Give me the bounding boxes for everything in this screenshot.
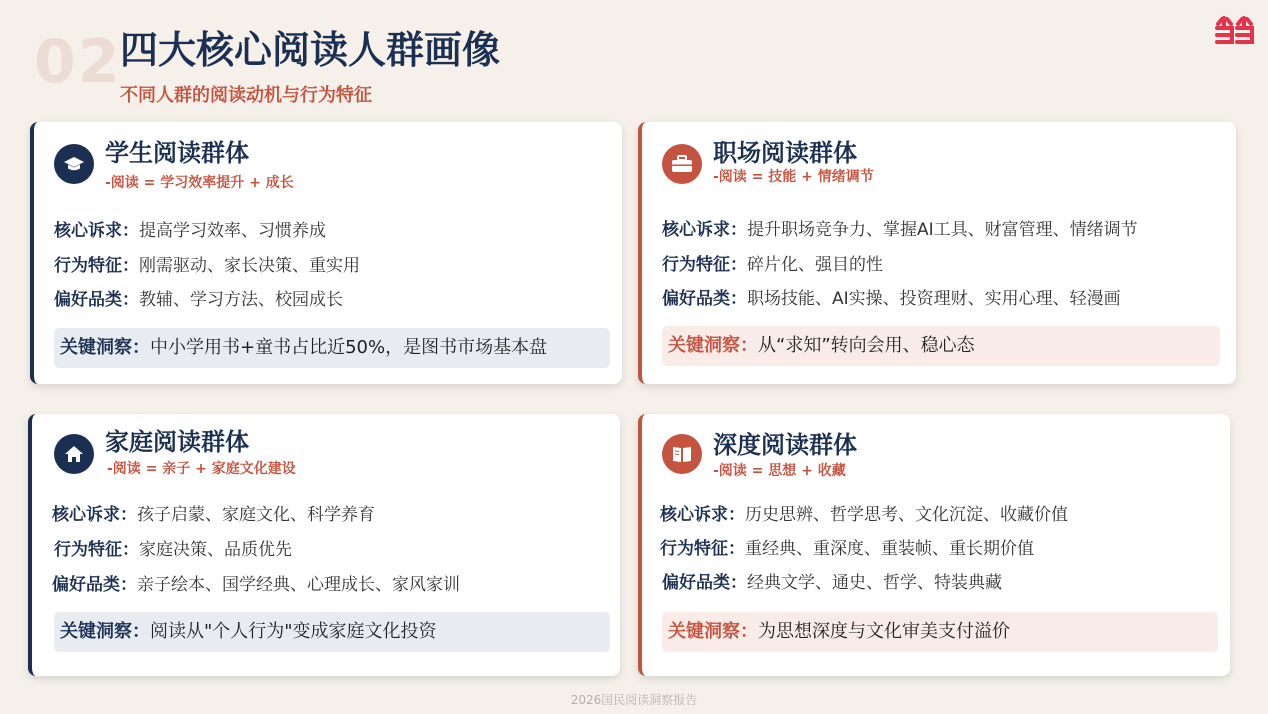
row-value: 刚需驱动、家长决策、重实用 bbox=[139, 256, 360, 276]
card-student-readers bbox=[30, 122, 622, 384]
card-workplace-readers bbox=[638, 122, 1236, 384]
insight-label: 关键洞察 bbox=[60, 337, 132, 358]
row-label: 行为特征 bbox=[662, 255, 730, 275]
page-title: 四大核心阅读人群画像 bbox=[120, 28, 501, 72]
row-label: 行为特征 bbox=[54, 256, 122, 276]
core-demand-row: 核心诉求：孩子启蒙、家庭文化、科学养育 bbox=[52, 505, 375, 525]
insight-label: 关键洞察 bbox=[668, 335, 740, 356]
row-value: 提升职场竞争力、掌握AI工具、财富管理、情绪调节 bbox=[747, 220, 1138, 240]
row-value: 家庭决策、品质优先 bbox=[139, 540, 292, 560]
core-demand-row: 核心诉求：提高学习效率、习惯养成 bbox=[54, 221, 326, 241]
home-icon bbox=[54, 434, 94, 474]
row-value: 提高学习效率、习惯养成 bbox=[139, 221, 326, 241]
insight-value: 从“求知”转向会用、稳心态 bbox=[758, 335, 975, 356]
behavior-row: 行为特征：刚需驱动、家长决策、重实用 bbox=[54, 256, 360, 276]
row-value: 职场技能、AI实操、投资理财、实用心理、轻漫画 bbox=[747, 289, 1121, 309]
insight-value: 中小学用书+童书占比近50%，是图书市场基本盘 bbox=[150, 337, 548, 358]
core-demand-row: 核心诉求：提升职场竞争力、掌握AI工具、财富管理、情绪调节 bbox=[662, 220, 1138, 240]
row-value: 重经典、重深度、重装帧、重长期价值 bbox=[745, 539, 1034, 559]
preference-row: 偏好品类：职场技能、AI实操、投资理财、实用心理、轻漫画 bbox=[662, 289, 1121, 309]
preference-row: 偏好品类：亲子绘本、国学经典、心理成长、家风家训 bbox=[52, 575, 460, 595]
briefcase-icon bbox=[662, 144, 702, 184]
preference-row: 偏好品类：经典文学、通史、哲学、特装典藏 bbox=[662, 573, 1002, 593]
card-title: 深度阅读群体 bbox=[713, 431, 857, 459]
behavior-row: 行为特征：碎片化、强目的性 bbox=[662, 255, 883, 275]
row-label: 偏好品类 bbox=[662, 289, 730, 309]
row-label: 核心诉求 bbox=[54, 221, 122, 241]
row-value: 碎片化、强目的性 bbox=[747, 255, 883, 275]
row-value: 教辅、学习方法、校园成长 bbox=[139, 290, 343, 310]
key-insight-box: 关键洞察：从“求知”转向会用、稳心态 bbox=[662, 326, 1220, 366]
card-formula: -阅读 = 亲子 + 家庭文化建设 bbox=[107, 461, 296, 477]
card-family-readers bbox=[28, 414, 620, 676]
behavior-row: 行为特征：家庭决策、品质优先 bbox=[54, 540, 292, 560]
row-label: 行为特征 bbox=[54, 540, 122, 560]
row-label: 核心诉求 bbox=[662, 220, 730, 240]
preference-row: 偏好品类：教辅、学习方法、校园成长 bbox=[54, 290, 343, 310]
key-insight-box: 关键洞察：为思想深度与文化审美支付溢价 bbox=[662, 612, 1218, 652]
insight-value: 为思想深度与文化审美支付溢价 bbox=[758, 621, 1010, 642]
row-value: 亲子绘本、国学经典、心理成长、家风家训 bbox=[137, 575, 460, 595]
footer-text: 2026国民阅读洞察报告 bbox=[570, 693, 698, 707]
row-label: 核心诉求 bbox=[660, 505, 728, 525]
card-title: 职场阅读群体 bbox=[713, 139, 857, 167]
row-value: 经典文学、通史、哲学、特装典藏 bbox=[747, 573, 1002, 593]
insight-value: 阅读从"个人行为"变成家庭文化投资 bbox=[150, 621, 437, 642]
card-formula: -阅读 = 技能 + 情绪调节 bbox=[713, 169, 874, 185]
card-formula: -阅读 = 学习效率提升 + 成长 bbox=[105, 175, 294, 191]
row-value: 孩子启蒙、家庭文化、科学养育 bbox=[137, 505, 375, 525]
dangdang-logo-icon bbox=[1214, 14, 1256, 46]
section-number: 02 bbox=[34, 27, 122, 97]
row-label: 偏好品类 bbox=[662, 573, 730, 593]
card-title: 学生阅读群体 bbox=[105, 139, 249, 167]
row-value: 历史思辨、哲学思考、文化沉淀、收藏价值 bbox=[745, 505, 1068, 525]
graduation-cap-icon bbox=[54, 144, 94, 184]
page-subtitle: 不同人群的阅读动机与行为特征 bbox=[120, 85, 372, 106]
insight-label: 关键洞察 bbox=[668, 621, 740, 642]
card-deep-readers bbox=[638, 414, 1230, 676]
card-formula: -阅读 = 思想 + 收藏 bbox=[713, 463, 846, 479]
key-insight-box: 关键洞察：中小学用书+童书占比近50%，是图书市场基本盘 bbox=[54, 328, 610, 368]
insight-label: 关键洞察 bbox=[60, 621, 132, 642]
core-demand-row: 核心诉求：历史思辨、哲学思考、文化沉淀、收藏价值 bbox=[660, 505, 1068, 525]
row-label: 偏好品类 bbox=[52, 575, 120, 595]
behavior-row: 行为特征：重经典、重深度、重装帧、重长期价值 bbox=[660, 539, 1034, 559]
key-insight-box: 关键洞察：阅读从"个人行为"变成家庭文化投资 bbox=[54, 612, 610, 652]
row-label: 核心诉求 bbox=[52, 505, 120, 525]
row-label: 行为特征 bbox=[660, 539, 728, 559]
book-open-icon bbox=[662, 434, 702, 474]
row-label: 偏好品类 bbox=[54, 290, 122, 310]
card-title: 家庭阅读群体 bbox=[105, 428, 249, 456]
